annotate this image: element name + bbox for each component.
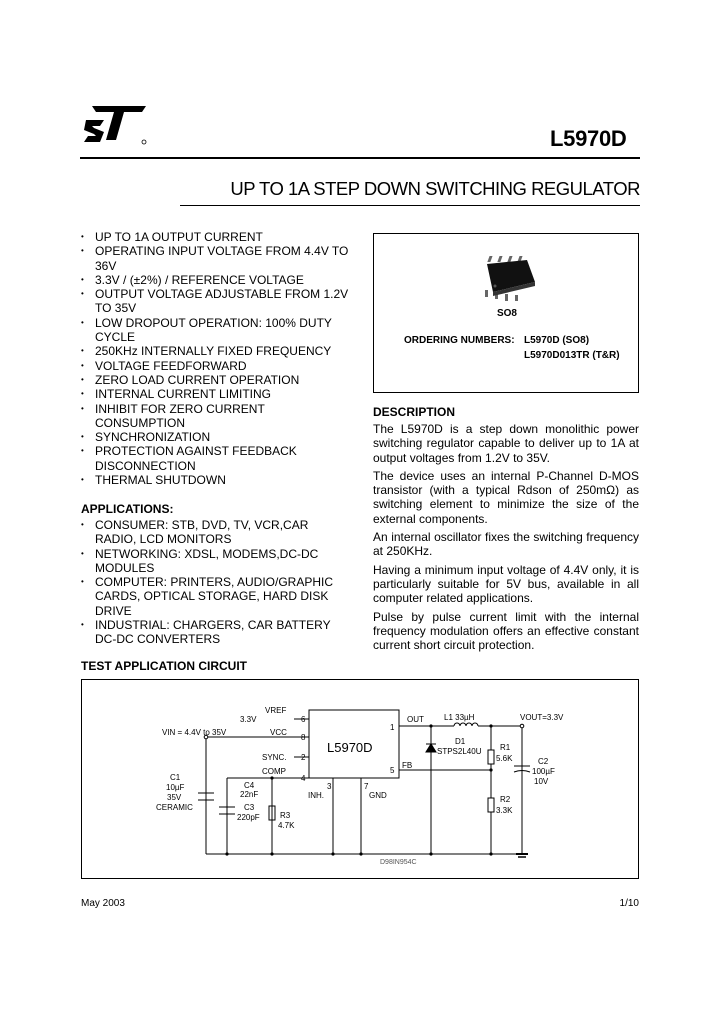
c2-voltage: 10V (534, 777, 549, 786)
description-heading: DESCRIPTION (373, 405, 456, 419)
pin-label: 7 (364, 782, 369, 791)
gnd-label: GND (369, 791, 387, 800)
description-body (373, 422, 639, 656)
feature-item: • OPERATING INPUT VOLTAGE FROM 4.4V TO 36V (81, 244, 349, 273)
feature-item: • OUTPUT VOLTAGE ADJUSTABLE FROM 1.2V TO 35V (81, 287, 349, 316)
r1-value: 5.6K (496, 754, 513, 763)
l1-label: L1 33µH (444, 713, 475, 722)
c1-type: CERAMIC (156, 803, 193, 812)
c1-value: 10µF (166, 783, 185, 792)
sync-label: SYNC. (262, 753, 287, 762)
c4-value: 22nF (240, 790, 259, 799)
r1-name: R1 (500, 743, 511, 752)
ordering-number-2: L5970D013TR (T&R) (524, 350, 620, 361)
applications-list (81, 518, 349, 647)
application-item: • NETWORKING: XDSL, MODEMS,DC-DC MODULES (81, 547, 349, 576)
ordering-label: ORDERING NUMBERS: (404, 335, 515, 346)
c2-name: C2 (538, 757, 549, 766)
out-label: OUT (407, 715, 424, 724)
feature-item: • PROTECTION AGAINST FEEDBACK DISCONNECTION (81, 444, 349, 473)
circuit-diagram (82, 680, 638, 878)
fb-label: FB (402, 761, 413, 770)
r2-value: 3.3K (496, 806, 513, 815)
circuit-box (81, 679, 639, 879)
pin-label: 1 (390, 723, 395, 732)
d1-part: STPS2L40U (437, 747, 482, 756)
description-paragraph: The L5970D is a step down monolithic power switching regulator capable to deliver up to 1A at output voltages from 1.2V to 35V. (373, 422, 639, 465)
application-item: • CONSUMER: STB, DVD, TV, VCR,CAR RADIO, LCD MONITORS (81, 518, 349, 547)
feature-item: • UP TO 1A OUTPUT CURRENT (81, 230, 349, 244)
d1-name: D1 (455, 737, 466, 746)
package-label: SO8 (496, 308, 517, 319)
feature-item: • INTERNAL CURRENT LIMITING (81, 387, 349, 401)
feature-item: • 3.3V / (±2%) / REFERENCE VOLTAGE (81, 273, 349, 287)
comp-label: COMP (262, 767, 286, 776)
description-paragraph: The device uses an internal P-Channel D-MOS transistor (with a typical Rdson of 250mΩ) as switching element to minimize the size of the external components. (373, 468, 639, 526)
r3-value: 4.7K (278, 821, 295, 830)
feature-item: • INHIBIT FOR ZERO CURRENT CONSUMPTION (81, 402, 349, 431)
c1-name: C1 (170, 773, 181, 782)
c3-value: 220pF (237, 813, 260, 822)
ordering-number-1: L5970D (SO8) (524, 335, 590, 346)
pin-label: 8 (301, 733, 306, 742)
vout-label: VOUT=3.3V (520, 713, 564, 722)
v33-label: 3.3V (240, 715, 257, 724)
description-paragraph: Pulse by pulse current limit with the internal frequency modulation offers an effective constant current short circuit protection. (373, 609, 639, 653)
title-rule (180, 205, 640, 206)
c2-value: 100µF (532, 767, 555, 776)
applications-heading: APPLICATIONS: (81, 502, 174, 516)
feature-item: • LOW DROPOUT OPERATION: 100% DUTY CYCLE (81, 316, 349, 345)
feature-item: • ZERO LOAD CURRENT OPERATION (81, 373, 349, 387)
inh-label: INH. (308, 791, 324, 800)
footer-date: May 2003 (81, 898, 125, 909)
vref-label: VREF (265, 706, 287, 715)
pin-label: 3 (327, 782, 332, 791)
vin-label: VIN = 4.4V to 35V (162, 728, 227, 737)
feature-item: • SYNCHRONIZATION (81, 430, 349, 444)
r2-name: R2 (500, 795, 511, 804)
c3-name: C3 (244, 803, 255, 812)
pin-label: 4 (301, 774, 306, 783)
chip-label: L5970D (327, 740, 373, 755)
feature-item: • THERMAL SHUTDOWN (81, 473, 349, 487)
circuit-heading: TEST APPLICATION CIRCUIT (81, 659, 247, 673)
pin-label: 6 (301, 715, 306, 724)
feature-item: • 250KHz INTERNALLY FIXED FREQUENCY (81, 344, 349, 358)
description-paragraph: An internal oscillator fixes the switching frequency at 250KHz. (373, 530, 639, 559)
drawing-code: D98IN954C (380, 859, 417, 866)
r3-name: R3 (280, 811, 291, 820)
st-logo (84, 104, 154, 148)
doc-title: UP TO 1A STEP DOWN SWITCHING REGULATOR (230, 178, 640, 199)
c4-name: C4 (244, 781, 255, 790)
c1-voltage: 35V (167, 793, 182, 802)
feature-list (81, 230, 349, 487)
header-rule (80, 157, 640, 159)
part-number: L5970D (550, 126, 627, 151)
feature-item: • VOLTAGE FEEDFORWARD (81, 359, 349, 373)
description-paragraph: Having a minimum input voltage of 4.4V only, it is particularly suitable for 5V bus, available in all computer related applications. (373, 562, 639, 606)
pin-label: 5 (390, 766, 395, 775)
pin-label: 2 (301, 753, 306, 762)
application-item: • COMPUTER: PRINTERS, AUDIO/GRAPHIC CARDS, OPTICAL STORAGE, HARD DISK DRIVE (81, 575, 349, 618)
page-number: 1/10 (619, 898, 639, 909)
vcc-label: VCC (270, 728, 287, 737)
package-box (373, 233, 639, 393)
application-item: • INDUSTRIAL: CHARGERS, CAR BATTERY DC-DC CONVERTERS (81, 618, 349, 647)
so8-package-image (479, 252, 539, 302)
